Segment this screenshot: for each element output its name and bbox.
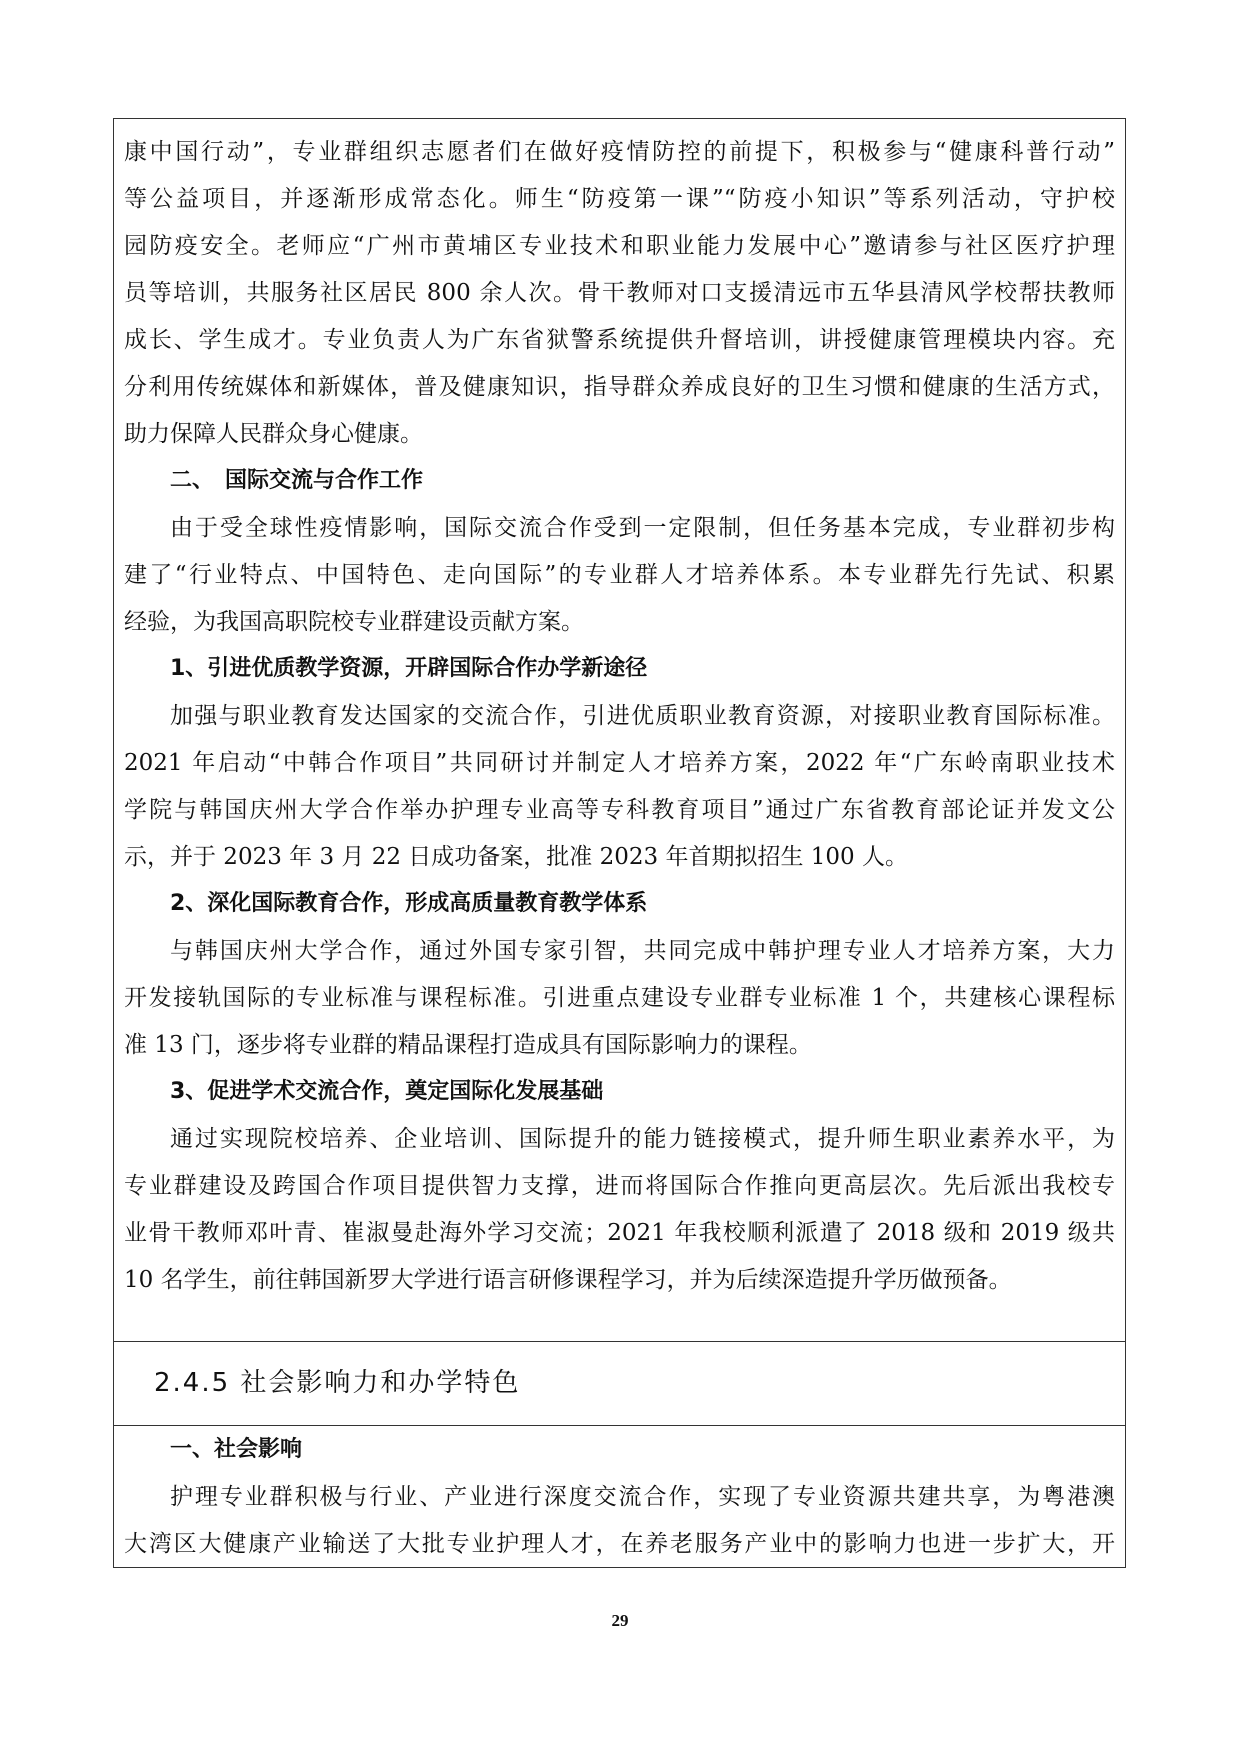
subsection-heading: 1、引进优质教学资源，开辟国际合作办学新途径 <box>170 656 648 681</box>
paragraph-line: 园防疫安全。老师应“广州市黄埔区专业技术和职业能力发展中心”邀请参与社区医疗护理 <box>124 233 1115 259</box>
paragraph-line: 分利用传统媒体和新媒体，普及健康知识，指导群众养成良好的卫生习惯和健康的生活方式， <box>124 374 1115 400</box>
content-table <box>113 118 1126 1568</box>
paragraph-line: 等公益项目，并逐渐形成常态化。师生“防疫第一课”“防疫小知识”等系列活动，守护校 <box>124 186 1115 212</box>
paragraph-line: 成长、学生成才。专业负责人为广东省狱警系统提供升督培训，讲授健康管理模块内容。充 <box>124 327 1115 353</box>
section-title: 2.4.5 社会影响力和办学特色 <box>154 1368 521 1398</box>
paragraph-line: 专业群建设及跨国合作项目提供智力支撑，进而将国际合作推向更高层次。先后派出我校专 <box>124 1173 1115 1199</box>
body-section <box>114 119 1125 1341</box>
paragraph-line: 学院与韩国庆州大学合作举办护理专业高等专科教育项目”通过广东省教育部论证并发文公 <box>124 797 1115 823</box>
section-title-row <box>114 1341 1125 1425</box>
paragraph-line: 大湾区大健康产业输送了大批专业护理人才，在养老服务产业中的影响力也进一步扩大，开 <box>124 1531 1115 1557</box>
paragraph-line: 由于受全球性疫情影响，国际交流合作受到一定限制，但任务基本完成，专业群初步构 <box>170 515 1115 541</box>
paragraph-line: 与韩国庆州大学合作，通过外国专家引智，共同完成中韩护理专业人才培养方案，大力 <box>170 938 1115 964</box>
paragraph-line: 护理专业群积极与行业、产业进行深度交流合作，实现了专业资源共建共享，为粤港澳 <box>170 1484 1115 1510</box>
subsection-heading: 3、促进学术交流合作，奠定国际化发展基础 <box>170 1079 604 1104</box>
page-number: 29 <box>611 1611 629 1630</box>
section-heading: 二、 国际交流与合作工作 <box>170 468 424 493</box>
subsection-heading: 2、深化国际教育合作，形成高质量教育教学体系 <box>170 891 648 916</box>
paragraph-line: 业骨干教师邓叶青、崔淑曼赴海外学习交流；2021 年我校顺利派遣了 2018 级和 2019 级共 <box>124 1220 1115 1246</box>
paragraph-line: 助力保障人民群众身心健康。 <box>124 421 423 447</box>
paragraph-line: 准 13 门，逐步将专业群的精品课程打造成具有国际影响力的课程。 <box>124 1032 812 1058</box>
social-impact-section <box>114 1425 1125 1569</box>
paragraph-line: 加强与职业教育发达国家的交流合作，引进优质职业教育资源，对接职业教育国际标准。 <box>170 703 1115 729</box>
paragraph-line: 2021 年启动“中韩合作项目”共同研讨并制定人才培养方案，2022 年“广东岭南职业技术 <box>124 750 1115 776</box>
paragraph-line: 康中国行动”，专业群组织志愿者们在做好疫情防控的前提下，积极参与“健康科普行动” <box>124 139 1115 165</box>
section-heading: 一、社会影响 <box>170 1437 303 1462</box>
paragraph-line: 示，并于 2023 年 3 月 22 日成功备案，批准 2023 年首期拟招生 100 人。 <box>124 844 908 870</box>
paragraph-line: 员等培训，共服务社区居民 800 余人次。骨干教师对口支援清远市五华县清风学校帮扶教师 <box>124 280 1115 306</box>
paragraph-line: 开发接轨国际的专业标准与课程标准。引进重点建设专业群专业标准 1 个，共建核心课程标 <box>124 985 1115 1011</box>
paragraph-line: 经验，为我国高职院校专业群建设贡献方案。 <box>124 609 584 635</box>
paragraph-line: 通过实现院校培养、企业培训、国际提升的能力链接模式，提升师生职业素养水平，为 <box>170 1126 1115 1152</box>
paragraph-line: 10 名学生，前往韩国新罗大学进行语言研修课程学习，并为后续深造提升学历做预备。 <box>124 1267 1012 1293</box>
paragraph-line: 建了“行业特点、中国特色、走向国际”的专业群人才培养体系。本专业群先行先试、积累 <box>124 562 1115 588</box>
